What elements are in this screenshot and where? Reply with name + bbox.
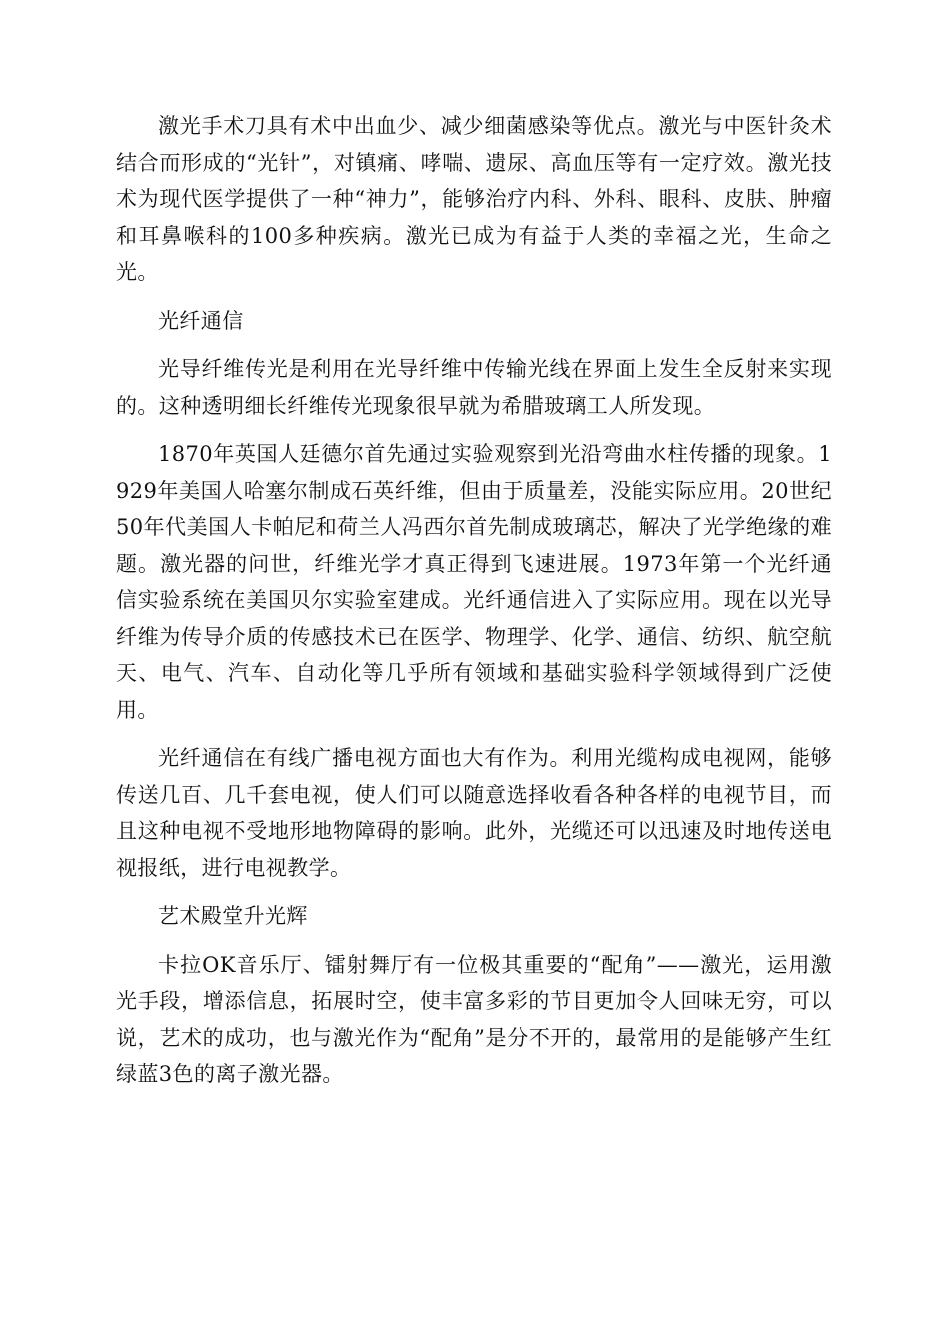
section-heading-art-hall: 艺术殿堂升光辉	[158, 904, 308, 928]
paragraph-fiber-history: 1870年英国人廷德尔首先通过实验观察到光沿弯曲水柱传播的现象。1929年美国人哈塞尔制成石英纤维，但由于质量差，没能实际应用。20世纪50年代美国人卡帕尼和荷兰人冯西尔首先制成玻璃芯，解决了光学绝缘的难题。激光器的问世，纤维光学才真正得到飞速进展。1973年第一个光纤通信实验系统在美国贝尔实验室建成。光纤通信进入了实际应用。现在以光导纤维为传导介质的传感技术已在医学、物理学、化学、通信、纺织、航空航天、电气、汽车、自动化等几乎所有领域和基础实验科学领域得到广泛使用。	[116, 442, 832, 722]
paragraph-fiber-principle: 光导纤维传光是利用在光导纤维中传输光线在界面上发生全反射来实现的。这种透明细长纤维传光现象很早就为希腊玻璃工人所发现。	[116, 357, 832, 418]
paragraph-fiber-tv: 光纤通信在有线广播电视方面也大有作为。利用光缆构成电视网，能够传送几百、几千套电视，使人们可以随意选择收看各种各样的电视节目，而且这种电视不受地形地物障碍的影响。此外，光缆还可以迅速及时地传送电视报纸，进行电视教学。	[116, 746, 832, 880]
section-heading-fiber-communication: 光纤通信	[158, 308, 244, 333]
paragraph-laser-medicine: 激光手术刀具有术中出血少、减少细菌感染等优点。激光与中医针灸术结合而形成的“光针”，对镇痛、哮喘、遗尿、高血压等有一定疗效。激光技术为现代医学提供了一种“神力”，能够治疗内科、外科、眼科、皮肤、肿瘤和耳鼻喉科的100多种疾病。激光已成为有益于人类的幸福之光，生命之光。	[116, 114, 832, 284]
document-page	[116, 108, 832, 1105]
paragraph-laser-art: 卡拉OK音乐厅、镭射舞厅有一位极其重要的“配角”——激光，运用激光手段，增添信息，拓展时空，使丰富多彩的节目更加令人回味无穷，可以说，艺术的成功，也与激光作为“配角”是分不开的，最常用的是能够产生红绿蓝3色的离子激光器。	[116, 952, 832, 1086]
